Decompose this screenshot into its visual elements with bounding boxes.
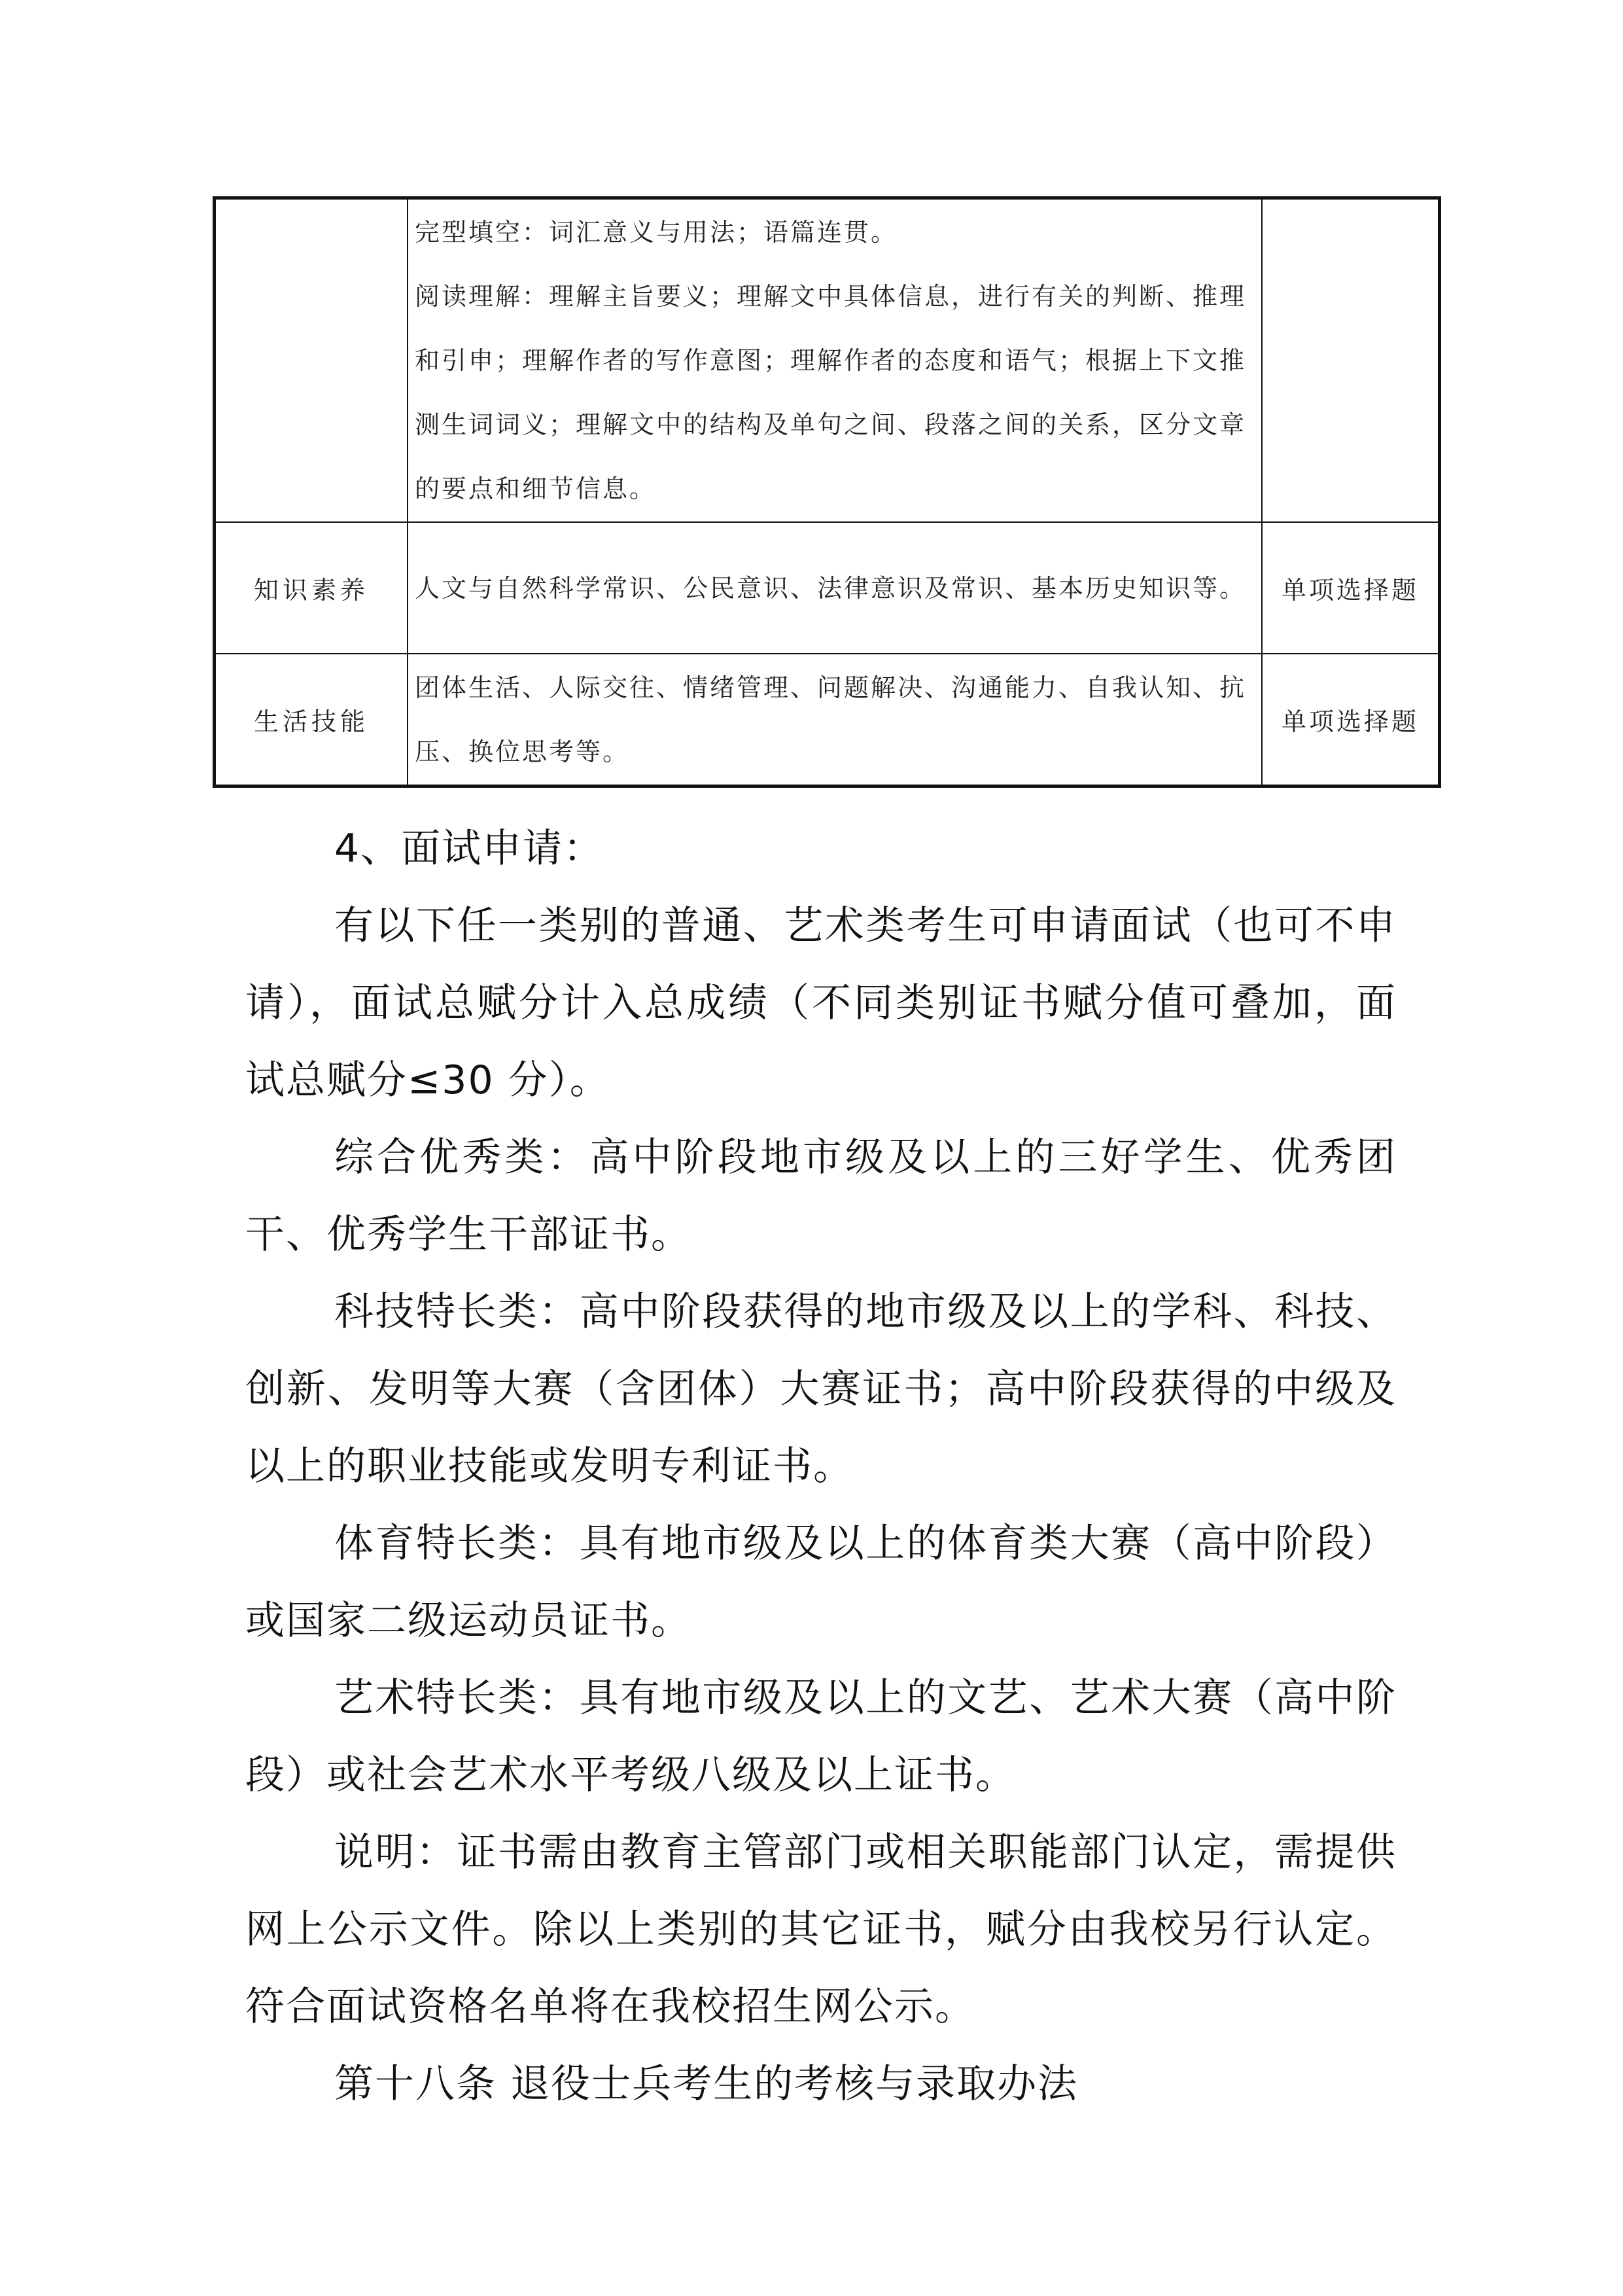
- content-line: 阅读理解：理解主旨要义；理解文中具体信息，进行有关的判断、推理和引申；理解作者的写作意图；理解作者的态度和语气；根据上下文推测生词词义；理解文中的结构及单句之间、段落之间的关系，区分文章的要点和细节信息。: [415, 282, 1247, 503]
- content-line: 团体生活、人际交往、情绪管理、问题解决、沟通能力、自我认知、抗压、换位思考等。: [415, 673, 1247, 766]
- format-cell: 单项选择题: [1262, 522, 1440, 654]
- table-row: [215, 522, 1440, 654]
- subject-cell: 生活技能: [215, 654, 408, 786]
- table-row: [215, 654, 1440, 786]
- paragraph: 综合优秀类：高中阶段地市级及以上的三好学生、优秀团干、优秀学生干部证书。: [245, 1135, 1397, 1258]
- paragraph: 体育特长类：具有地市级及以上的体育类大赛（高中阶段）或国家二级运动员证书。: [245, 1521, 1397, 1644]
- table-row: [215, 198, 1440, 523]
- content-cell: [408, 654, 1262, 786]
- article-heading: 第十八条 退役士兵考生的考核与录取办法: [334, 2061, 1079, 2107]
- content-line: 人文与自然科学常识、公民意识、法律意识及常识、基本历史知识等。: [415, 573, 1247, 603]
- format-cell: 单项选择题: [1262, 654, 1440, 786]
- paragraph: 有以下任一类别的普通、艺术类考生可申请面试（也可不申请），面试总赋分计入总成绩（不同类别证书赋分值可叠加，面试总赋分≤30 分）。: [245, 903, 1397, 1103]
- paragraph: 艺术特长类：具有地市级及以上的文艺、艺术大赛（高中阶段）或社会艺术水平考级八级及以上证书。: [245, 1675, 1397, 1798]
- content-cell: [408, 198, 1262, 523]
- section-heading: 4、面试申请：: [334, 826, 604, 872]
- paragraph: 说明：证书需由教育主管部门或相关职能部门认定，需提供网上公示文件。除以上类别的其它证书，赋分由我校另行认定。符合面试资格名单将在我校招生网公示。: [245, 1829, 1397, 2030]
- paragraph: 科技特长类：高中阶段获得的地市级及以上的学科、科技、创新、发明等大赛（含团体）大赛证书；高中阶段获得的中级及以上的职业技能或发明专利证书。: [245, 1289, 1397, 1489]
- body-text: [245, 810, 1397, 2123]
- content-cell: [408, 522, 1262, 654]
- subject-cell: 知识素养: [215, 522, 408, 654]
- content-line: 完型填空：词汇意义与用法；语篇连贯。: [415, 218, 898, 247]
- exam-content-table: [213, 196, 1441, 788]
- subject-cell: [215, 198, 408, 523]
- format-cell: [1262, 198, 1440, 523]
